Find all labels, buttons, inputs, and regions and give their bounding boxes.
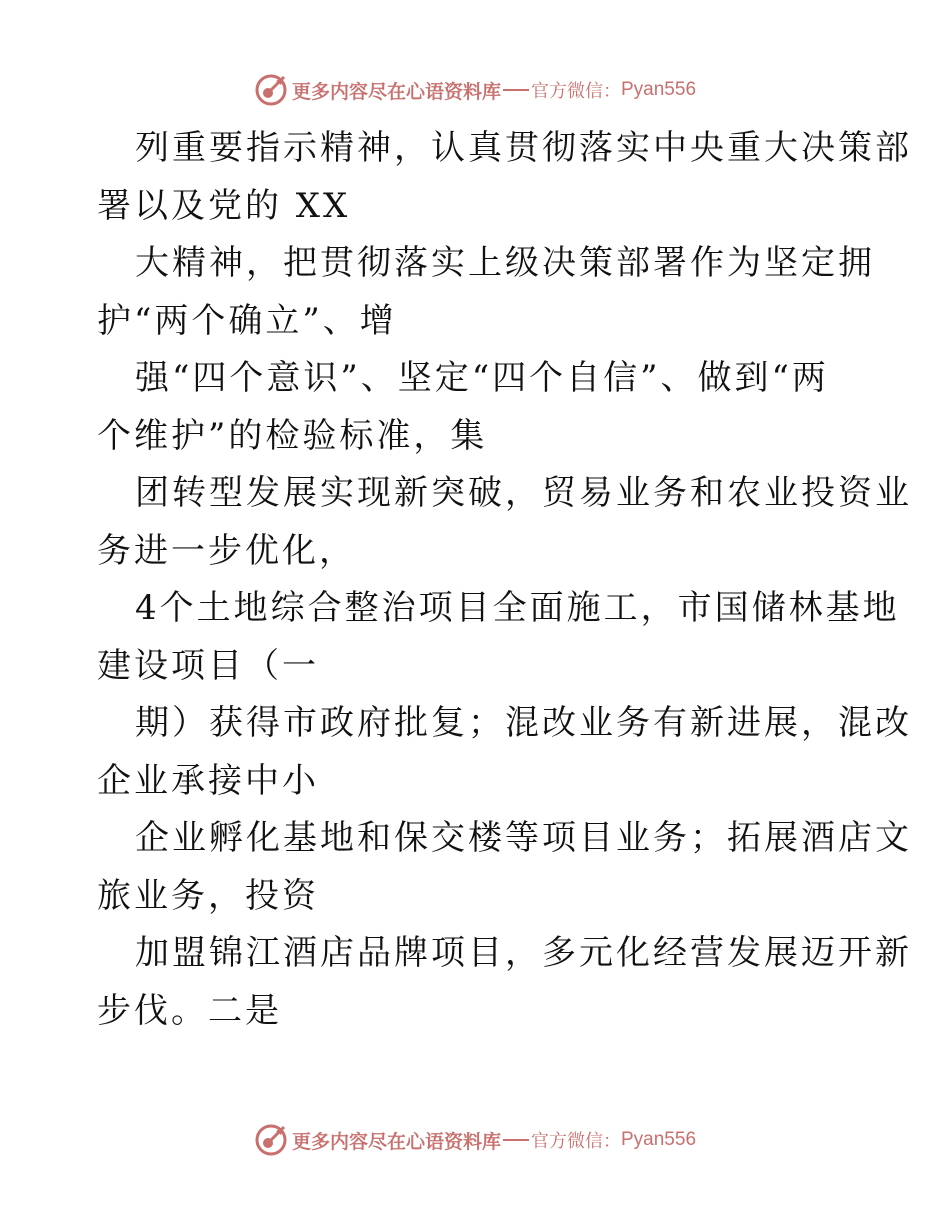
text-line: 建设项目（一 — [97, 645, 319, 686]
watermark-id: Pyan556 — [621, 79, 697, 100]
watermark-brand: 更多内容尽在心语资料库 — [291, 1130, 501, 1153]
text-line: 加盟锦江酒店品牌项目，多元化经营发展迈开新 — [135, 933, 912, 973]
text-line: 企业孵化基地和保交楼等项目业务；拓展酒店文 — [135, 818, 912, 858]
header-watermark — [0, 72, 950, 108]
text-line: 大精神，把贯彻落实上级决策部署作为坚定拥 — [135, 243, 875, 283]
watermark-brand: 更多内容尽在心语资料库 — [291, 80, 501, 103]
watermark-dash — [503, 89, 529, 91]
quill-logo-icon — [254, 1123, 288, 1157]
text-line: 企业承接中小 — [97, 760, 319, 801]
text-line: 旅业务，投资 — [97, 875, 319, 916]
watermark-label: 官方微信： — [531, 81, 621, 102]
text-line: 务进一步优化， — [97, 530, 356, 571]
quill-logo-icon — [254, 73, 288, 107]
text-line: 护“两个确立”、增 — [97, 300, 397, 341]
text-line: 团转型发展实现新突破，贸易业务和农业投资业 — [135, 473, 912, 513]
text-line: 期）获得市政府批复；混改业务有新进展，混改 — [135, 703, 912, 743]
watermark-label: 官方微信： — [531, 1131, 621, 1152]
text-line: 个维护”的检验标准，集 — [97, 415, 488, 456]
body-paragraph — [97, 120, 912, 1040]
text-line: 步伐。二是 — [97, 990, 282, 1031]
text-line: 列重要指示精神，认真贯彻落实中央重大决策部 — [135, 128, 912, 168]
text-line: 4个土地综合整治项目全面施工，市国储林基地 — [135, 588, 900, 628]
footer-watermark — [0, 1122, 950, 1158]
text-line: 强“四个意识”、坚定“四个自信”、做到“两 — [135, 358, 829, 398]
text-line: 署以及党的 XX — [97, 185, 351, 226]
watermark-dash — [503, 1139, 529, 1141]
watermark-id: Pyan556 — [621, 1129, 697, 1150]
